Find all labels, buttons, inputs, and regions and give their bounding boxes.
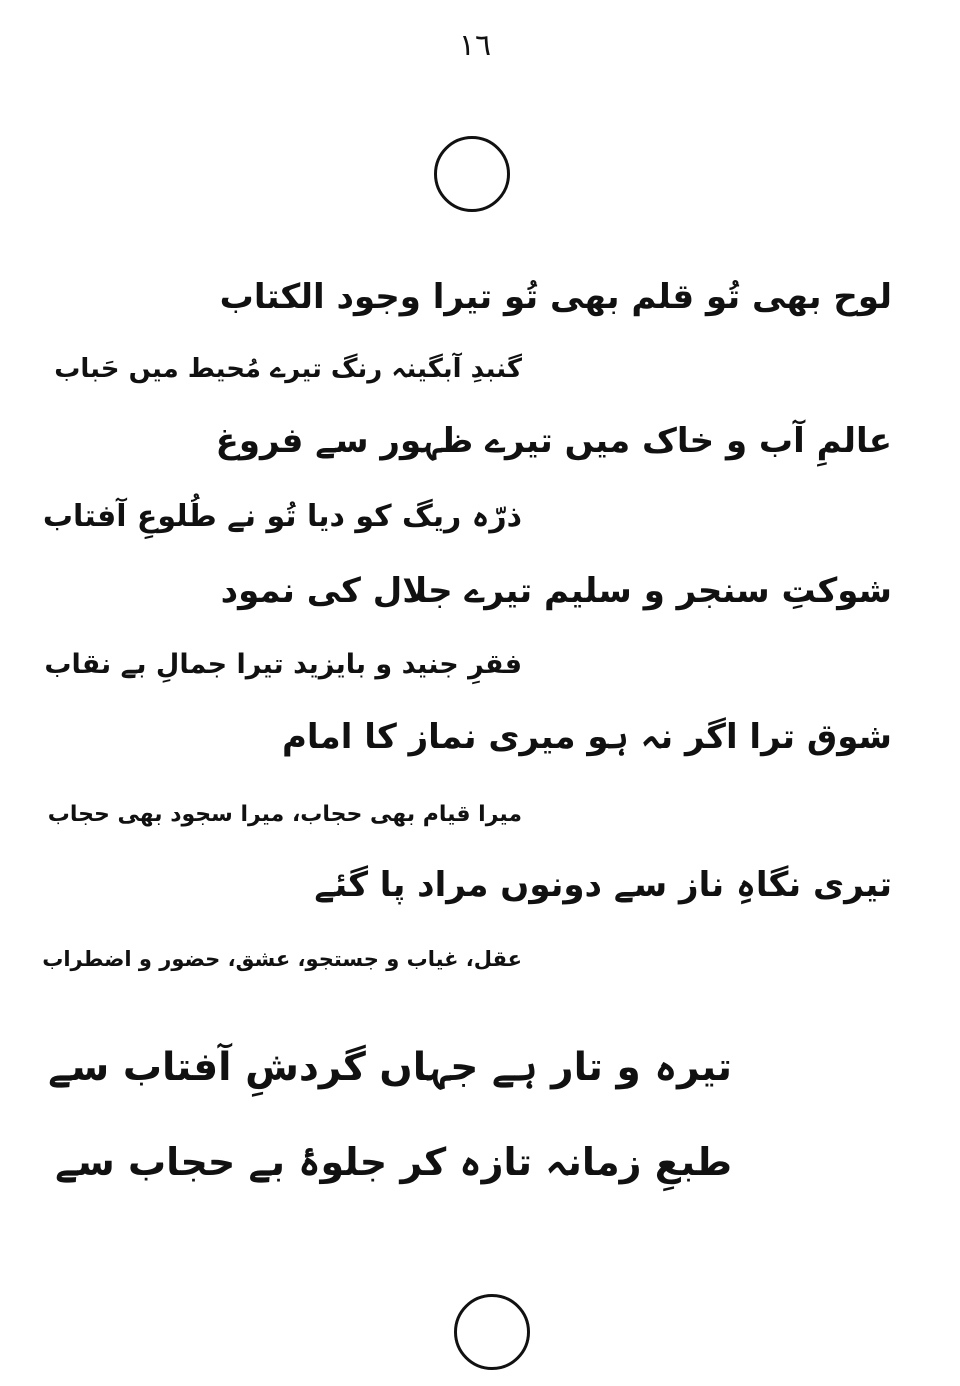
- verse-line-7: شوق ترا اگر نہ ہو میری نماز کا امام: [282, 717, 892, 757]
- final-couplet-line-1: تیرہ و تار ہے جہاں گردشِ آفتاب سے: [48, 1045, 732, 1090]
- verse-line-8: میرا قیام بھی حجاب، میرا سجود بھی حجاب: [47, 802, 522, 827]
- circle-ornament-bottom: [454, 1294, 530, 1370]
- verse-line-10: عقل، غیاب و جستجو، عشق، حضور و اضطراب: [42, 947, 522, 971]
- verse-line-3: عالمِ آب و خاک میں تیرے ظہور سے فروغ: [215, 421, 892, 461]
- verse-line-5: شوکتِ سنجر و سلیم تیرے جلال کی نمود: [220, 571, 892, 611]
- verse-line-1: لوح بھی تُو قلم بھی تُو تیرا وجود الکتاب: [219, 277, 892, 317]
- verse-line-9: تیری نگاہِ ناز سے دونوں مراد پا گئے: [314, 865, 892, 905]
- page-number: ١٦: [458, 28, 492, 63]
- verse-line-2: گنبدِ آبگینہ رنگ تیرے مُحیط میں حَباب: [54, 354, 522, 384]
- verse-line-4: ذرّہ ریگ کو دیا تُو نے طُلوعِ آفتاب: [42, 499, 522, 534]
- verse-line-6: فقرِ جنید و بایزید تیرا جمالِ بے نقاب: [44, 649, 522, 680]
- circle-ornament-top: [434, 136, 510, 212]
- final-couplet-line-2: طبعِ زمانہ تازہ کر جلوۂ بے حجاب سے: [55, 1140, 732, 1184]
